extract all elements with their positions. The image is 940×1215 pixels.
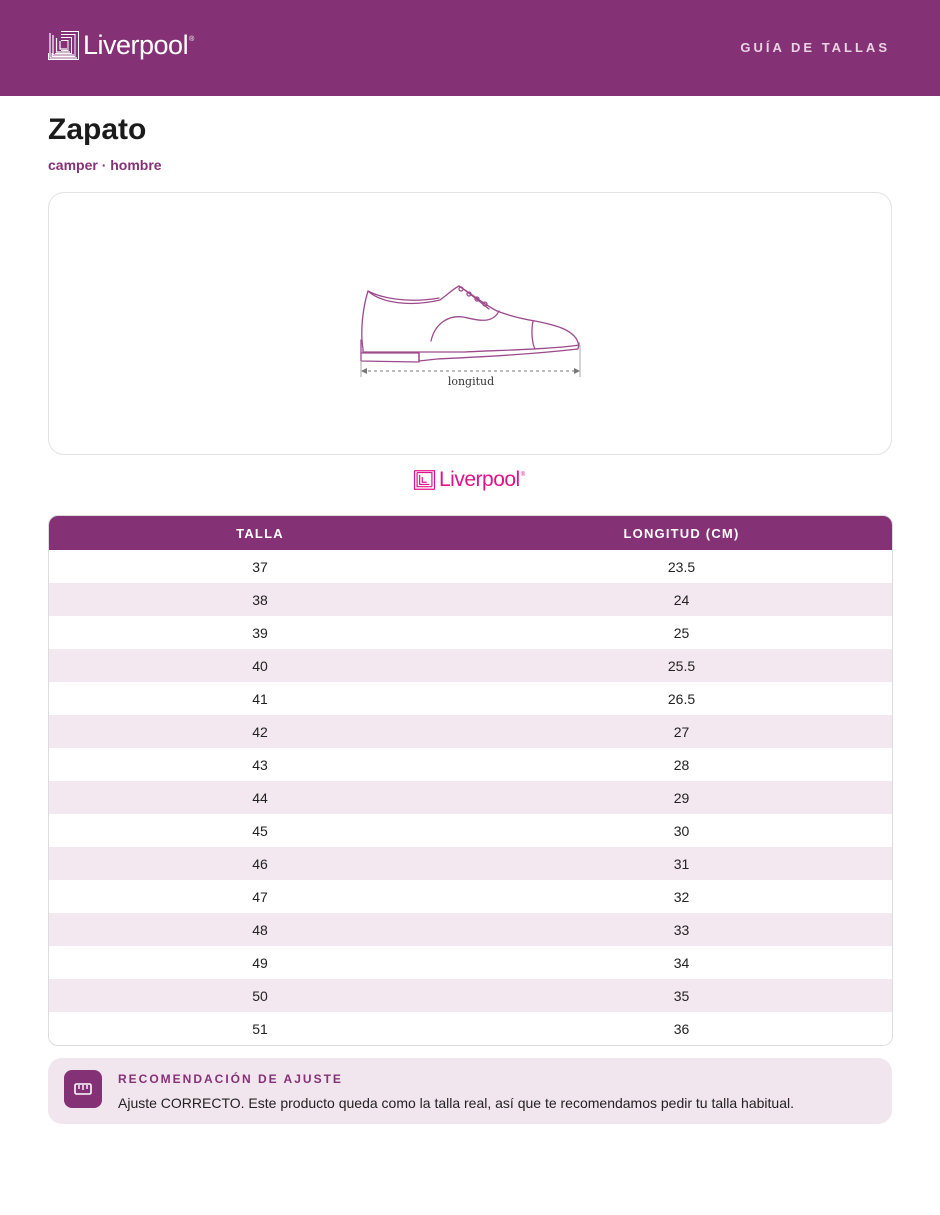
cell-length: 26.5	[667, 690, 696, 707]
size-guide-link[interactable]: GUÍA DE TALLAS	[740, 40, 890, 55]
fit-recommendation	[48, 1058, 892, 1124]
table-row	[49, 616, 892, 649]
column-header-size: TALLA	[236, 525, 284, 541]
product-title: Zapato	[48, 113, 147, 146]
recommendation-title: RECOMENDACIÓN DE AJUSTE	[118, 1072, 343, 1086]
table-body	[49, 550, 892, 1045]
brand-logo[interactable]	[48, 30, 194, 60]
measurement-figure-card	[48, 192, 892, 455]
cell-length: 32	[673, 888, 690, 905]
table-row	[49, 979, 892, 1012]
cell-length: 25	[673, 624, 690, 641]
eyelet-1	[459, 287, 463, 291]
shoe-collar-line	[368, 291, 439, 300]
brand-watermark-wordmark: Liverpool	[439, 468, 520, 491]
liverpool-logo-icon	[48, 31, 79, 60]
cell-size: 48	[252, 921, 268, 938]
table-row	[49, 946, 892, 979]
cell-length: 23.5	[667, 558, 696, 575]
cell-length: 30	[673, 822, 690, 839]
cell-length: 29	[673, 789, 690, 806]
brand-wordmark: Liverpool	[83, 30, 189, 60]
cell-size: 51	[252, 1020, 268, 1037]
shoe-sole	[361, 340, 579, 361]
cell-length: 31	[673, 855, 690, 872]
shoe-heel-line	[361, 353, 419, 362]
size-table	[48, 515, 893, 1046]
cell-length: 36	[673, 1020, 690, 1037]
cell-length: 24	[673, 591, 690, 608]
shoe-toe-cap	[532, 321, 535, 349]
cell-length: 27	[673, 723, 690, 740]
table-header	[49, 516, 892, 550]
cell-size: 47	[252, 888, 268, 905]
shoe-measurement-illustration	[355, 273, 587, 393]
cell-length: 28	[673, 756, 690, 773]
cell-length: 34	[673, 954, 690, 971]
cell-size: 42	[252, 723, 268, 740]
table-row	[49, 748, 892, 781]
cell-size: 37	[252, 558, 268, 575]
column-header-length: LONGITUD (CM)	[623, 525, 740, 541]
cell-size: 45	[252, 822, 268, 839]
cell-size: 49	[252, 954, 268, 971]
cell-length: 35	[673, 987, 690, 1004]
cell-length: 33	[673, 921, 690, 938]
brand-registered-mark: ®	[189, 36, 195, 43]
table-row	[49, 913, 892, 946]
table-row	[49, 880, 892, 913]
top-header	[0, 0, 940, 96]
table-row	[49, 682, 892, 715]
cell-size: 39	[252, 624, 268, 641]
cell-size: 44	[252, 789, 268, 806]
measure-label: longitud	[447, 375, 495, 388]
cell-size: 43	[252, 756, 268, 773]
cell-size: 38	[252, 591, 268, 608]
cell-size: 46	[252, 855, 268, 872]
shoe-vamp-curve	[431, 311, 499, 341]
table-row	[49, 583, 892, 616]
ruler-icon	[64, 1070, 102, 1108]
cell-size: 41	[252, 690, 268, 707]
cell-size: 50	[252, 987, 268, 1004]
recommendation-text: Ajuste CORRECTO. Este producto queda como la talla real, así que te recomendamos pedir tu talla habitual.	[118, 1095, 794, 1111]
table-row	[49, 550, 892, 583]
product-subtitle: camper · hombre	[48, 157, 162, 173]
table-row	[49, 781, 892, 814]
table-row	[49, 715, 892, 748]
cell-size: 40	[252, 657, 268, 674]
brand-watermark-registered: ®	[520, 472, 526, 478]
brand-watermark	[413, 468, 525, 492]
table-row	[49, 1012, 892, 1045]
table-row	[49, 847, 892, 880]
table-row	[49, 814, 892, 847]
cell-length: 25.5	[667, 657, 696, 674]
table-row	[49, 649, 892, 682]
liverpool-logo-icon	[413, 469, 436, 491]
